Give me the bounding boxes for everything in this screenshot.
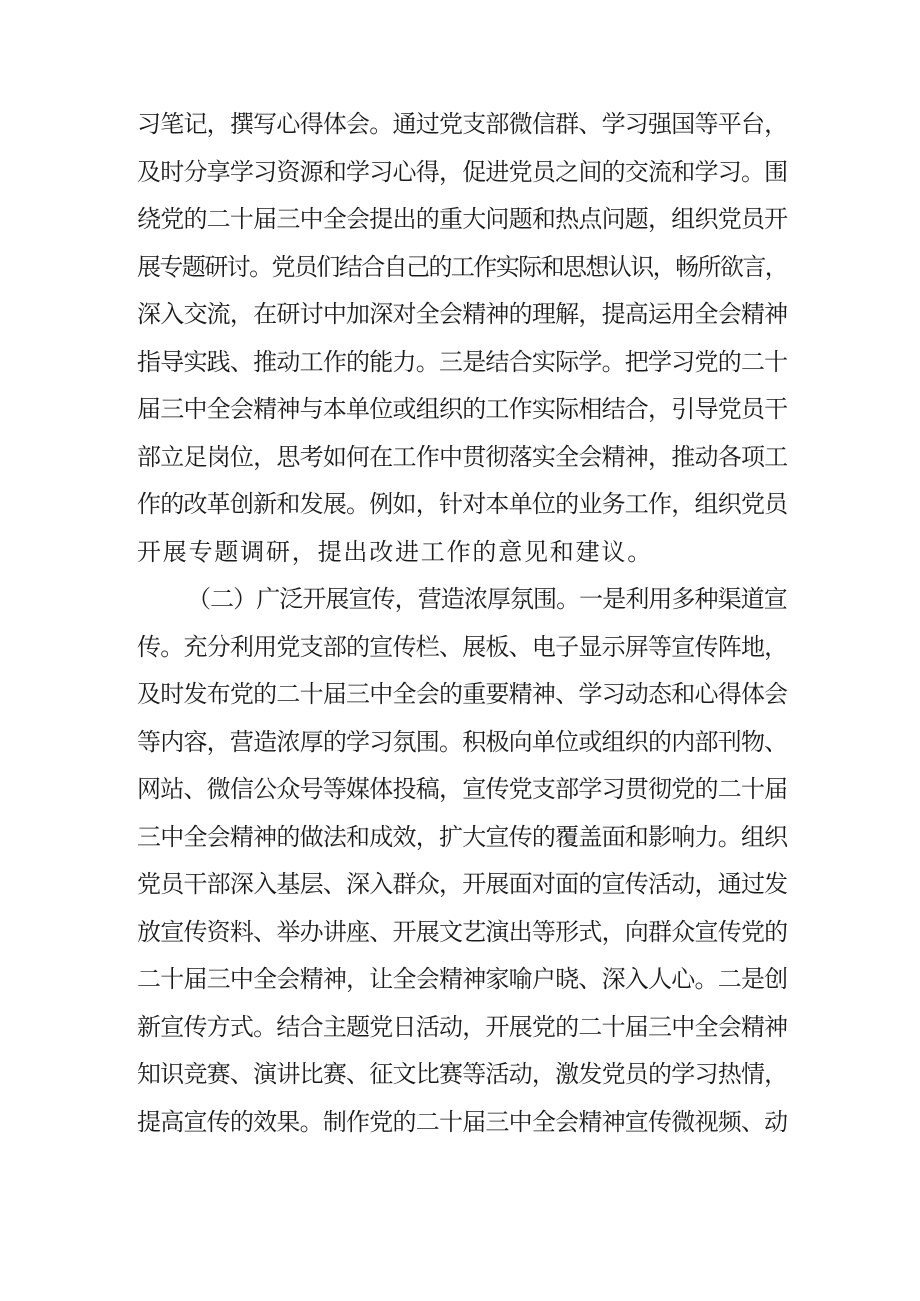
text-line-1: 习笔记，撰写心得体会。通过党支部微信群、学习强国等平台， <box>137 110 788 138</box>
text-line-9: 作的改革创新和发展。例如，针对本单位的业务工作，组织党员 <box>137 490 788 518</box>
text-line-21: 知识竞赛、演讲比赛、征文比赛等活动，激发党员的学习热情， <box>137 1060 788 1088</box>
text-line-8: 部立足岗位，思考如何在工作中贯彻落实全会精神，推动各项工 <box>137 442 788 471</box>
text-line-6: 指导实践、推动工作的能力。三是结合实际学。把学习党的二十 <box>137 347 788 376</box>
text-line-16: 三中全会精神的做法和成效，扩大宣传的覆盖面和影响力。组织 <box>137 822 788 851</box>
text-line-12: 传。充分利用党支部的宣传栏、展板、电子显示屏等宣传阵地， <box>137 632 788 661</box>
text-line-3: 绕党的二十届三中全会提出的重大问题和热点问题，组织党员开 <box>137 205 788 233</box>
text-line-13: 及时发布党的二十届三中全会的重要精神、学习动态和心得体会 <box>137 680 788 708</box>
body-text <box>137 101 787 1146</box>
text-line-19: 二十届三中全会精神，让全会精神家喻户晓、深入人心。二是创 <box>137 965 788 993</box>
text-line-2: 及时分享学习资源和学习心得，促进党员之间的交流和学习。围 <box>137 157 788 186</box>
text-line-7: 届三中全会精神与本单位或组织的工作实际相结合，引导党员干 <box>137 395 788 423</box>
text-line-10: 开展专题调研，提出改进工作的意见和建议。 <box>137 537 653 566</box>
text-line-4: 展专题研讨。党员们结合自己的工作实际和思想认识，畅所欲言， <box>137 252 788 281</box>
text-line-18: 放宣传资料、举办讲座、开展文艺演出等形式，向群众宣传党的 <box>137 917 788 946</box>
text-line-20: 新宣传方式。结合主题党日活动，开展党的二十届三中全会精神 <box>137 1012 788 1041</box>
text-line-17: 党员干部深入基层、深入群众，开展面对面的宣传活动，通过发 <box>137 870 788 898</box>
text-line-22: 提高宣传的效果。制作党的二十届三中全会精神宣传微视频、动 <box>137 1107 788 1136</box>
section-heading-line: （二）广泛开展宣传，营造浓厚氛围。一是利用多种渠道宣 <box>187 585 787 613</box>
text-line-15: 网站、微信公众号等媒体投稿，宣传党支部学习贯彻党的二十届 <box>137 775 788 803</box>
text-line-14: 等内容，营造浓厚的学习氛围。积极向单位或组织的内部刊物、 <box>137 727 788 756</box>
text-line-5: 深入交流，在研讨中加深对全会精神的理解，提高运用全会精神 <box>137 300 788 328</box>
